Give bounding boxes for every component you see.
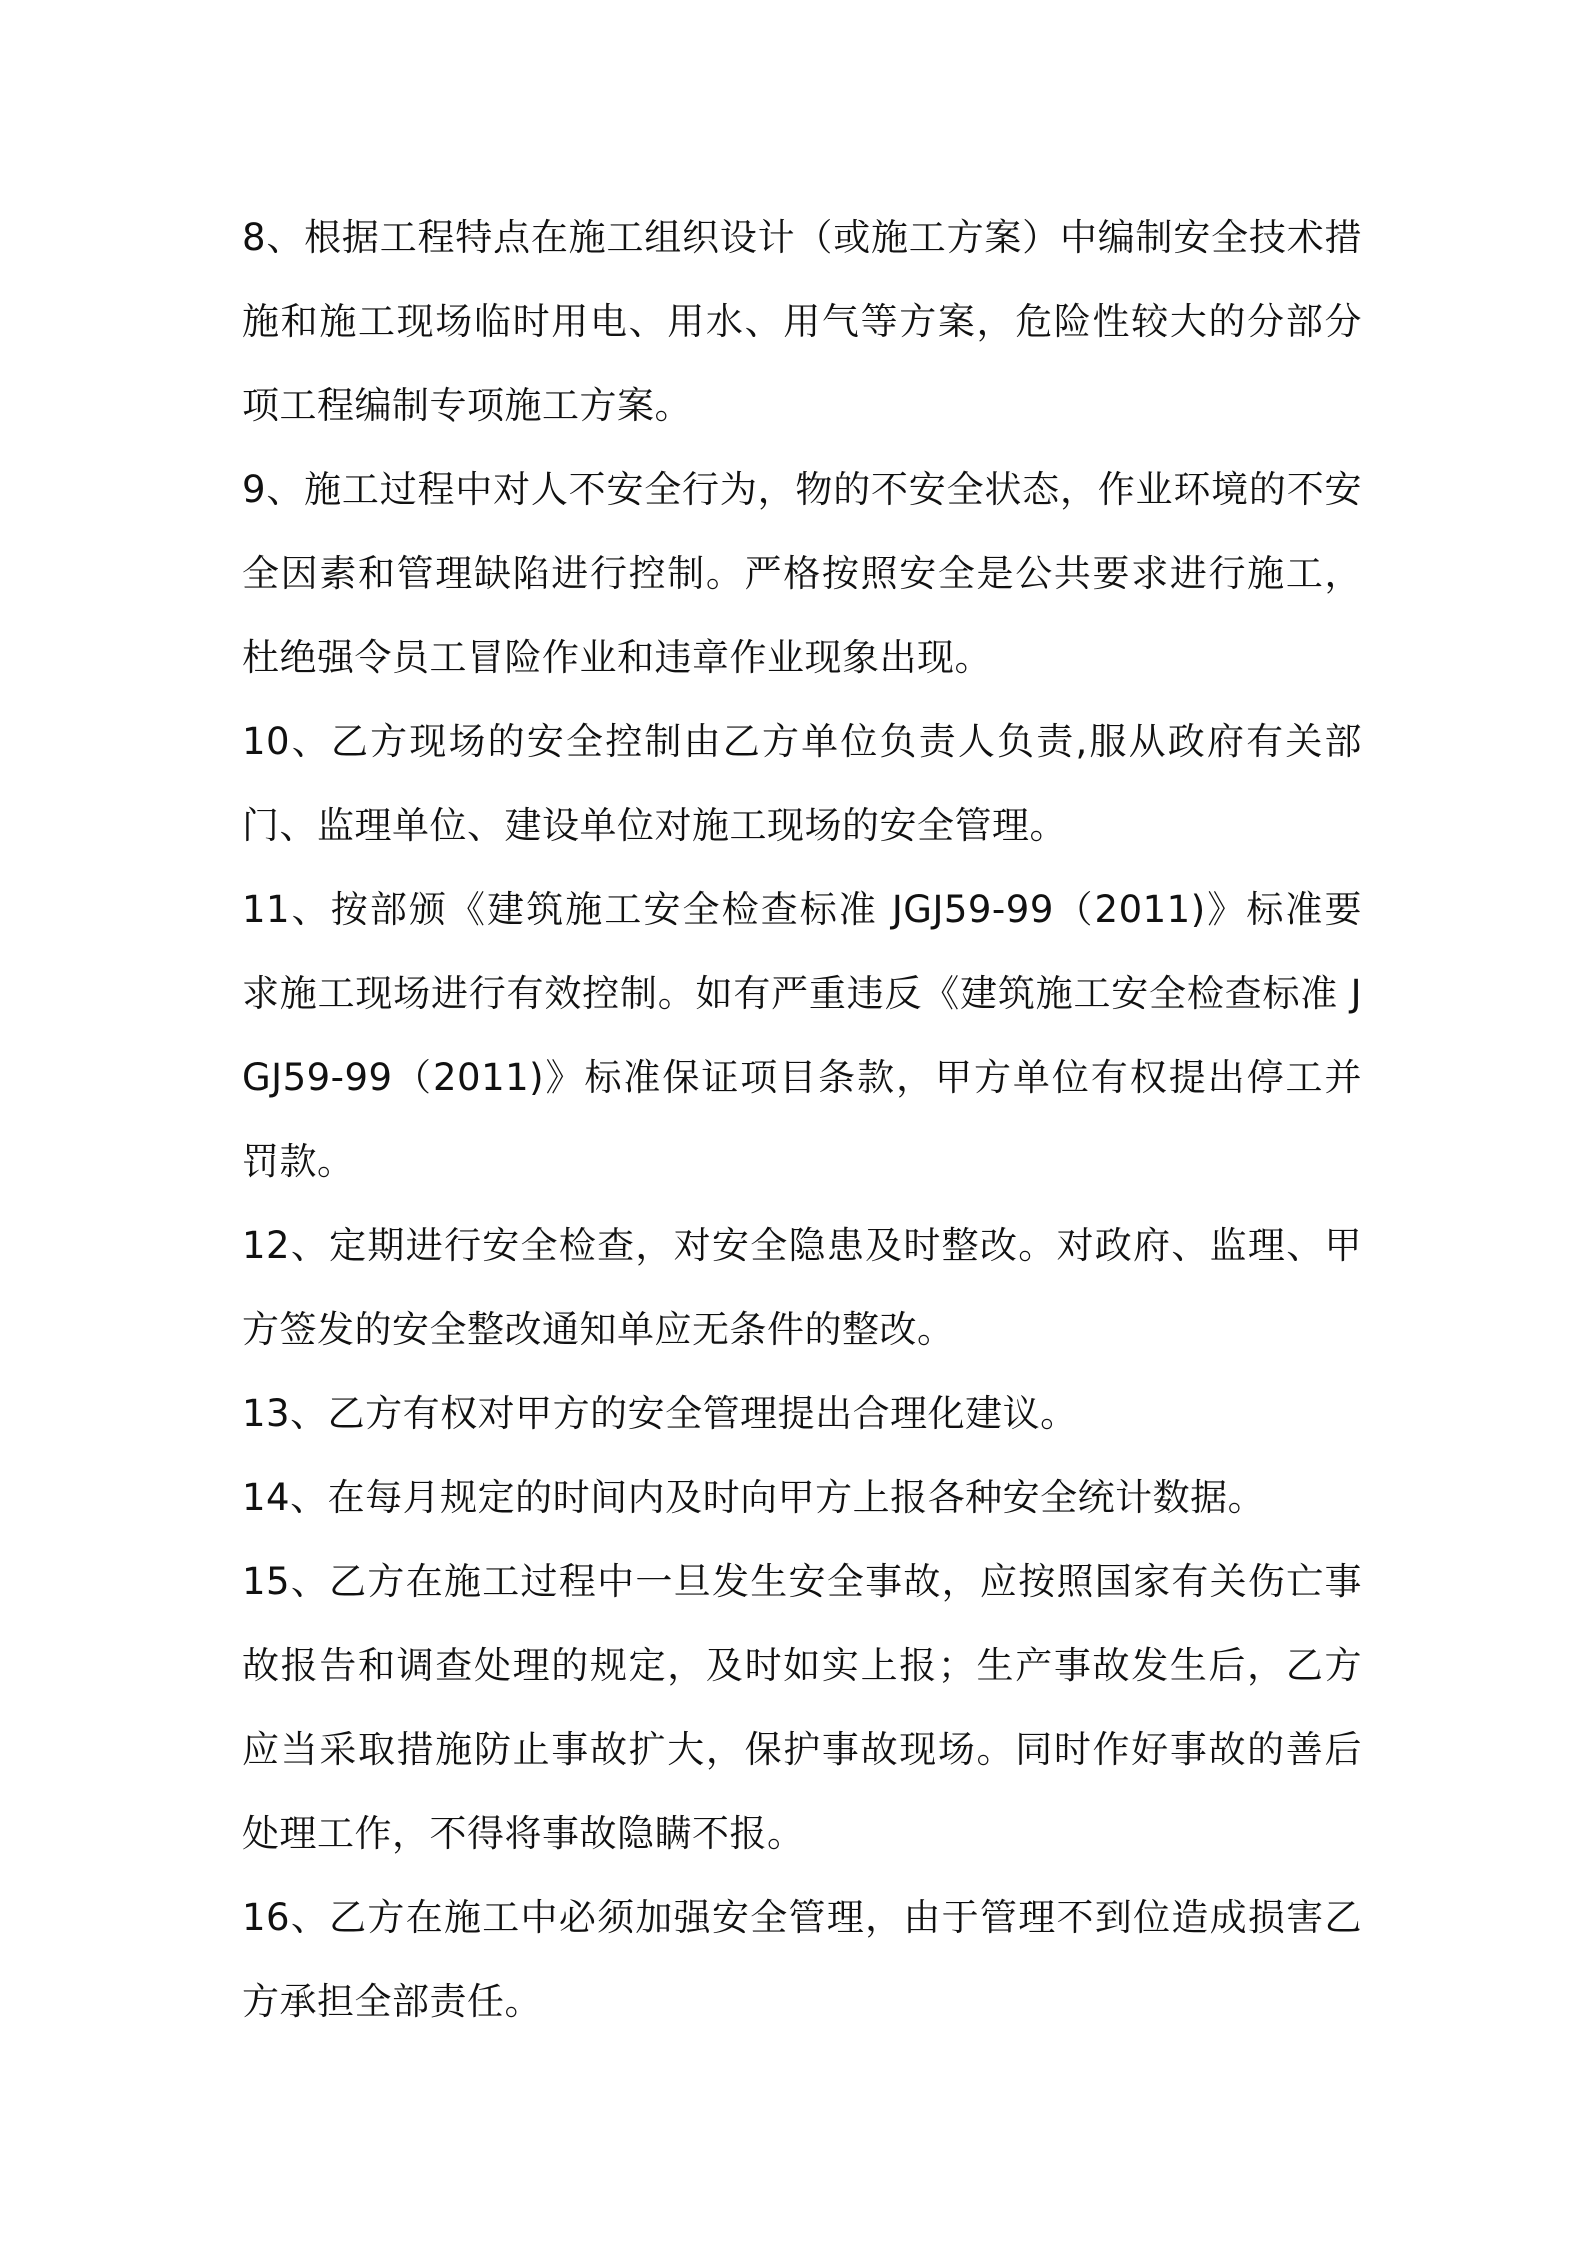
clause-11: 11、按部颁《建筑施工安全检查标准 JGJ59-99（2011)》标准要求施工现场进行有效控制。如有严重违反《建筑施工安全检查标准 JGJ59-99（2011)》标准保证项目条款，甲方单位有权提出停工并罚款。 xyxy=(242,888,1362,1183)
clause-9: 9、施工过程中对人不安全行为，物的不安全状态，作业环境的不安全因素和管理缺陷进行控制。严格按照安全是公共要求进行施工，杜绝强令员工冒险作业和违章作业现象出现。 xyxy=(242,468,1362,679)
clause-8: 8、根据工程特点在施工组织设计（或施工方案）中编制安全技术措施和施工现场临时用电、用水、用气等方案，危险性较大的分部分项工程编制专项施工方案。 xyxy=(242,216,1362,427)
clause-13: 13、乙方有权对甲方的安全管理提出合理化建议。 xyxy=(242,1392,1078,1435)
clause-15: 15、乙方在施工过程中一旦发生安全事故，应按照国家有关伤亡事故报告和调查处理的规定，及时如实上报；生产事故发生后，乙方应当采取措施防止事故扩大，保护事故现场。同时作好事故的善后处理工作，不得将事故隐瞒不报。 xyxy=(242,1560,1362,1855)
clause-14: 14、在每月规定的时间内及时向甲方上报各种安全统计数据。 xyxy=(242,1476,1266,1519)
document-body xyxy=(242,196,1362,2044)
clause-16: 16、乙方在施工中必须加强安全管理，由于管理不到位造成损害乙方承担全部责任。 xyxy=(242,1896,1362,2023)
clause-10: 10、乙方现场的安全控制由乙方单位负责人负责,服从政府有关部门、监理单位、建设单位对施工现场的安全管理。 xyxy=(242,720,1362,847)
clause-12: 12、定期进行安全检查，对安全隐患及时整改。对政府、监理、甲方签发的安全整改通知单应无条件的整改。 xyxy=(242,1224,1362,1351)
